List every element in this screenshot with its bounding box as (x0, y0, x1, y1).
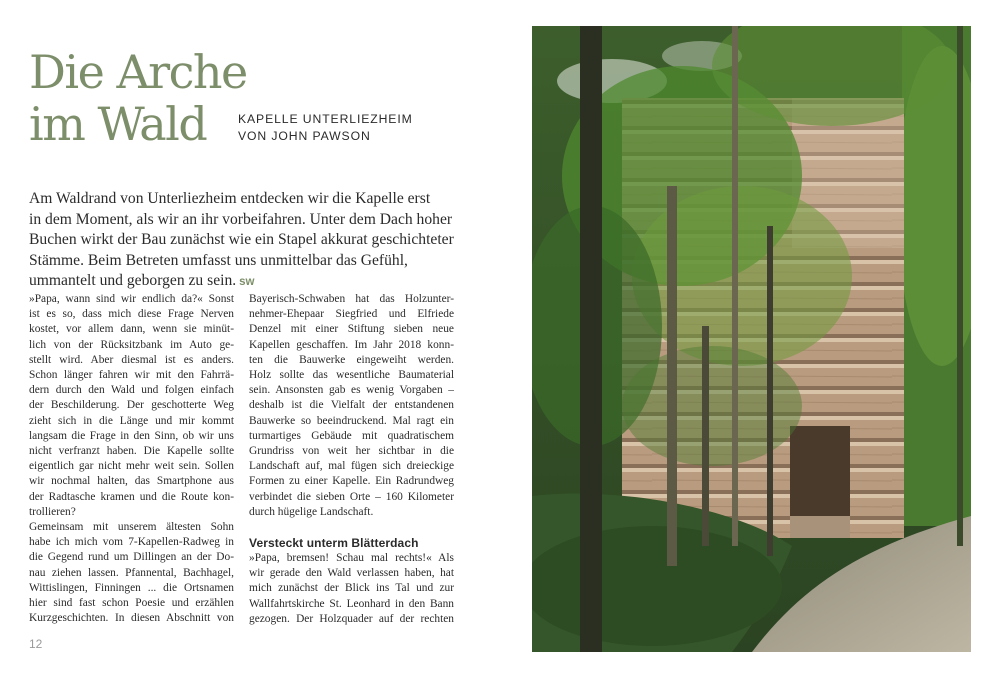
body-line: Denzel mit einer Stiftung sieben neue (249, 323, 454, 336)
lead-line: Am Waldrand von Unterliezheim entdecken wir die Kapelle erst (29, 190, 431, 207)
page-number: 12 (29, 637, 43, 651)
lead-line: Buchen wirkt der Bau zunächst wie ein Stapel akkurat geschichteter (29, 231, 454, 249)
body-line: kostet, vor allem dann, wenn sie minüt- (29, 323, 234, 336)
body-line: verbindet die sieben Orte – 160 Kilometer (249, 490, 454, 503)
body-line: Wittislingen, Finningen ... die Ortsnamen (29, 581, 234, 594)
body-line: lich von der Rücksitzbank im Auto ge- (29, 338, 234, 351)
body-line: Landschaft auf, mal fügen sich dreieckige (249, 460, 454, 473)
body-line: turmartiges Gebäude mit quadratischem (249, 429, 454, 442)
body-line: habe ich mich vom 7-Kapellen-Radweg in (29, 536, 234, 549)
body-line: durch hügelige Landschaft. (249, 505, 374, 518)
body-line: nicht verfranzt haben. Die Kapelle sollte (29, 445, 234, 458)
body-line: »Papa, wann sind wir endlich da?« Sonst (29, 293, 234, 305)
lead-paragraph (29, 189, 454, 293)
body-line: Formen zu einer Kapelle. Ein Radrundweg (249, 475, 454, 488)
body-line: Grundriss von weit her sichtbar in die (249, 445, 454, 458)
body-line: deshalb ist die Vielfalt der entstandenen (249, 399, 454, 412)
body-line: Schon länger fahren wir mit den Fahrrä- (29, 369, 234, 382)
body-line: der Beschilderung. Der geschotterte Weg (29, 399, 234, 412)
lead-line: in dem Moment, als wir an ihr vorbeifahren. Unter dem Dach hoher (29, 210, 453, 228)
body-line: gezogen. Der Holzquader auf der rechten (249, 612, 454, 625)
subtitle-line-2: VON JOHN PAWSON (238, 128, 371, 143)
lead-line: Stämme. Beim Betreten umfasst uns unmittelbar das Gefühl, (29, 251, 408, 269)
author-initials: sw (239, 276, 255, 289)
body-line: ist es so, dass mich diese Frage Nerven (29, 308, 234, 321)
article-subtitle (238, 111, 413, 144)
body-line: zieht sich in die Länge und mir kommt (29, 414, 234, 427)
body-line: Kurzgeschichten. In diesen Abschnitt von (29, 612, 234, 625)
body-line: trollieren? (29, 505, 76, 518)
body-line: Wallfahrtskirche St. Leonhard in den Bann (249, 597, 454, 610)
body-line: langsam die Frage in den Sinn, ob wir uns (29, 429, 234, 442)
body-line: ten die Bauwerke eingeweiht werden. (249, 353, 454, 366)
body-line: hier sind fast schon Poesie und erzählen (29, 597, 234, 610)
body-line: sein. Ansonsten gab es wenig Vorgaben – (249, 384, 454, 397)
forest-chapel-illustration (532, 26, 971, 652)
body-line: die Gegend rund um Dillingen an der Do- (29, 551, 234, 564)
body-line: Holz sollte das wesentliche Baumaterial (249, 369, 454, 382)
title-line-2: im Wald (29, 97, 207, 151)
body-column-1 (29, 292, 234, 626)
body-line: »Papa, bremsen! Schau mal rechts!« Als (249, 552, 454, 565)
body-line: mich zunächst der Blick ins Tal und zur (249, 582, 454, 595)
paragraph-gap (249, 520, 454, 535)
body-line: Kapellen geschaffen. Im Jahr 2018 konn- (249, 338, 454, 351)
body-line: der Radtasche kramen und die Route kon- (29, 490, 234, 503)
body-line: stellt wird. Aber diesmal ist es anders. (29, 353, 234, 366)
body-line: Bayerisch-Schwaben hat das Holzunter- (249, 293, 454, 305)
article-title (29, 46, 247, 150)
chapel-forest-photo (532, 26, 971, 652)
body-column-2 (249, 292, 454, 627)
lead-line-text: ummantelt und geborgen zu sein. (29, 272, 237, 290)
subtitle-line-1: KAPELLE UNTERLIEZHEIM (238, 112, 413, 126)
section-subheading: Versteckt unterm Blätterdach (249, 536, 419, 551)
body-line: eigentlich gar nicht mehr weit sein. Sollen (29, 460, 234, 473)
title-line-1: Die Arche (29, 45, 247, 99)
body-line: nehmer-Ehepaar Siegfried und Elfriede (249, 308, 454, 321)
body-line: Gemeinsam mit unserem ältesten Sohn (29, 521, 234, 534)
body-line: dern durch den Wald und folgen einfach (29, 384, 234, 397)
lead-line (29, 271, 449, 293)
body-line: Bauwerke so beeindruckend. Mal ragt ein (249, 414, 454, 427)
body-line: nau ziehen lassen. Pfannental, Bachhagel, (29, 566, 234, 579)
body-line: wir gerade den Wald verlassen haben, hat (249, 567, 454, 580)
body-line: wir nochmal halten, das Smartphone aus (29, 475, 234, 488)
